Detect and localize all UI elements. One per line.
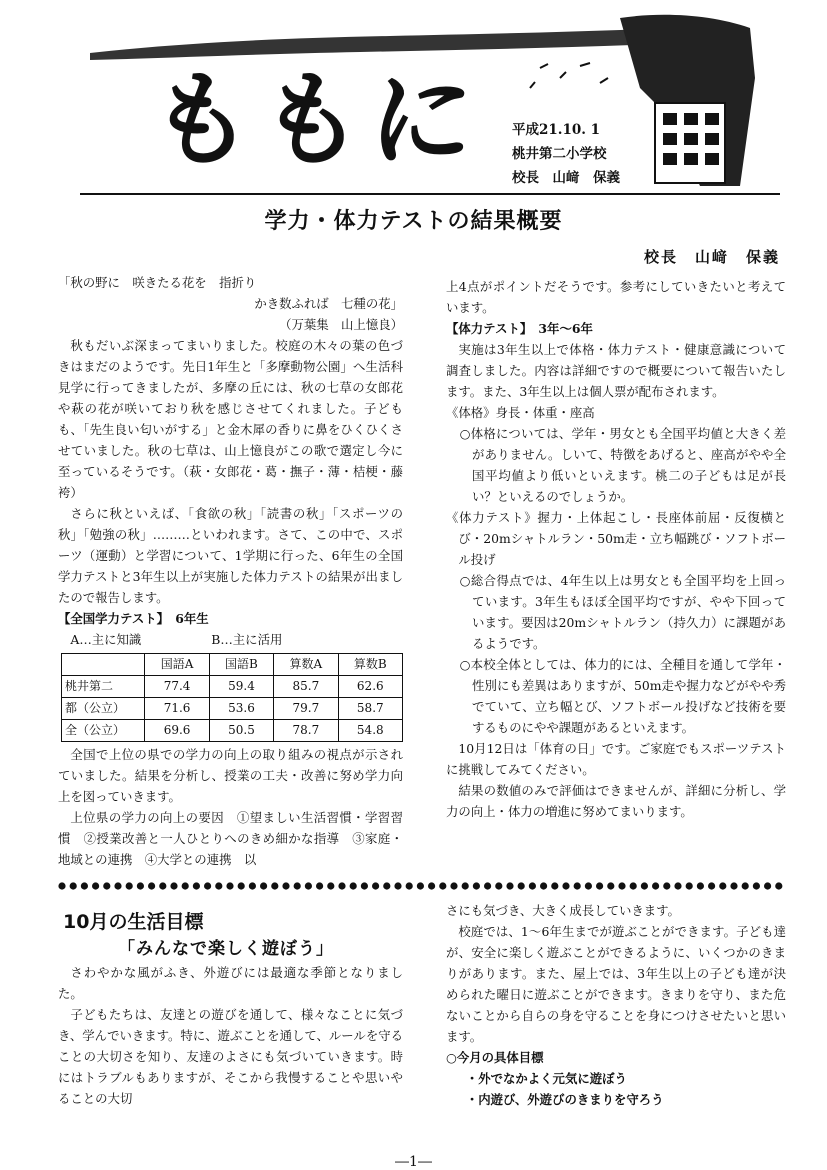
separator-dot xyxy=(406,882,413,889)
separator-dot xyxy=(126,882,133,889)
row-label: 都（公立） xyxy=(62,698,145,720)
separator-dot xyxy=(596,882,603,889)
paragraph: さにも気づき、大きく成長していきます。 xyxy=(446,903,680,918)
dotted-separator xyxy=(58,881,788,891)
separator-dot xyxy=(361,882,368,889)
table-cell: 85.7 xyxy=(274,676,338,698)
separator-dot xyxy=(574,882,581,889)
separator-dot xyxy=(585,882,592,889)
separator-dot xyxy=(215,882,222,889)
separator-dot xyxy=(103,882,110,889)
separator-dot xyxy=(495,882,502,889)
paragraph: 全国で上位の県での学力の向上の取り組みの視点が示されていました。結果を分析し、授業の工夫・改善に努め学力向上を図っていきます。 xyxy=(58,747,403,804)
legend-a: A…主に知識 xyxy=(70,632,142,647)
separator-dot xyxy=(294,882,301,889)
goal-heading: ○今月の具体目標 xyxy=(446,1050,544,1065)
separator-dot xyxy=(630,882,637,889)
separator-dot xyxy=(473,882,480,889)
separator-dot xyxy=(92,882,99,889)
left-column xyxy=(58,272,403,870)
row-label: 全（公立） xyxy=(62,720,145,742)
masthead-info xyxy=(512,118,620,190)
section2-title: 10月の生活目標 xyxy=(63,911,204,933)
table-header-row xyxy=(62,654,403,676)
legend-b: B…主に活用 xyxy=(211,632,283,647)
separator-dot xyxy=(81,882,88,889)
masthead-rule xyxy=(80,193,780,195)
note: ○本校全体としては、体力的には、全種目を通して学年・性別にも差異はありますが、50m走や握力などがやや秀でていて、立ち幅とび、ソフトボール投げなど技術を要するものにやや課題があるといえます。 xyxy=(459,657,786,735)
row-label: 桃井第二 xyxy=(62,676,145,698)
separator-dot xyxy=(641,882,648,889)
separator-dot xyxy=(193,882,200,889)
table-header: 国語B xyxy=(209,654,273,676)
separator-dot xyxy=(607,882,614,889)
paragraph: 子どもたちは、友達との遊びを通して、様々なことに気づき、学んでいきます。特に、遊ぶことを通して、ルールを守ることの大切さを知り、友達のよさにも気づいていきます。時にはトラブルもありますが、そこから我慢することや思いやることの大切 xyxy=(58,1007,403,1106)
separator-dot xyxy=(148,882,155,889)
paragraph: 実施は3年生以上で体格・体力テスト・健康意識について調査しました。内容は詳細ですので概要について報告いたします。また、3年生以上は個人票が配布されます。 xyxy=(446,342,786,399)
table-row xyxy=(62,676,403,698)
separator-dot xyxy=(182,882,189,889)
section2-right-column xyxy=(446,900,786,1110)
issue-date: 平成21.10. 1 xyxy=(512,122,601,138)
table-header: 算数A xyxy=(274,654,338,676)
table-cell: 58.7 xyxy=(338,698,402,720)
separator-dot xyxy=(383,882,390,889)
table-cell: 69.6 xyxy=(145,720,209,742)
paragraph: 10月12日は「体育の日」です。ご家庭でもスポーツテストに挑戦してみてください。 xyxy=(446,741,786,777)
separator-dot xyxy=(316,882,323,889)
table-header: 算数B xyxy=(338,654,402,676)
separator-dot xyxy=(238,882,245,889)
separator-dot xyxy=(753,882,760,889)
separator-dot xyxy=(338,882,345,889)
separator-dot xyxy=(663,882,670,889)
separator-dot xyxy=(730,882,737,889)
table-row xyxy=(62,720,403,742)
table-cell: 71.6 xyxy=(145,698,209,720)
newsletter-title: ももに xyxy=(143,58,487,181)
separator-dot xyxy=(652,882,659,889)
poem-source: （万葉集 山上憶良） xyxy=(279,317,403,332)
score-table xyxy=(61,653,403,742)
article-headline: 学力・体力テストの結果概要 xyxy=(264,209,563,234)
principal-name: 校長 山﨑 保義 xyxy=(512,170,620,186)
note: ○体格については、学年・男女とも全国平均値と大きく差がありません。しいて、特徴をあげると、座高がやや全国平均値より低いといえます。桃二の子どもは足が長い？といえるのでしょうか。 xyxy=(459,426,786,504)
separator-dot xyxy=(518,882,525,889)
table-cell: 50.5 xyxy=(209,720,273,742)
table-header xyxy=(62,654,145,676)
separator-dot xyxy=(350,882,357,889)
taikaku-label: 《体格》身長・体重・座高 xyxy=(446,405,595,420)
table-cell: 59.4 xyxy=(209,676,273,698)
section2-subtitle: 「みんなで楽しく遊ぼう」 xyxy=(118,939,334,959)
separator-dot xyxy=(394,882,401,889)
table-cell: 54.8 xyxy=(338,720,402,742)
table-cell: 62.6 xyxy=(338,676,402,698)
separator-dot xyxy=(58,882,65,889)
separator-dot xyxy=(137,882,144,889)
separator-dot xyxy=(204,882,211,889)
paragraph: 上位県の学力の向上の要因 ①望ましい生活習慣・学習習慣 ②授業改善と一人ひとりへのきめ細かな指導 ③家庭・地域との連携 ④大学との連携 以 xyxy=(58,810,403,867)
page-number: ―1― xyxy=(395,1154,432,1170)
separator-dot xyxy=(417,882,424,889)
goal-item: ・外でなかよく元気に遊ぼう xyxy=(465,1071,627,1086)
separator-dot xyxy=(260,882,267,889)
test-label: 《体力テスト》握力・上体起こし・長座体前屈・反復横とび・20mシャトルラン・50m走・立ち幅跳び・ソフトボール投げ xyxy=(446,510,786,567)
note: ○総合得点では、4年生以上は男女とも全国平均を上回っています。3年生もほぼ全国平均ですが、やや下回っています。要因は20mシャトルラン（持久力）に課題があるようです。 xyxy=(459,573,786,651)
table-cell: 77.4 xyxy=(145,676,209,698)
separator-dot xyxy=(282,882,289,889)
separator-dot xyxy=(114,882,121,889)
separator-dot xyxy=(70,882,77,889)
separator-dot xyxy=(170,882,177,889)
table-cell: 53.6 xyxy=(209,698,273,720)
paragraph: 秋もだいぶ深まってまいりました。校庭の木々の葉の色づきはまだのようです。先日1年生と「多摩動物公園」へ生活科見学に行ってきましたが、多摩の丘には、秋の七草の女郎花や萩の花が咲いており秋を感じさせてくれました。子どもも、「先生良い匂いがする」と金木犀の香りに鼻をひくひくさせていました。秋の七草は、山上憶良がこの歌で選定し今に至っているそうです。（萩・女郎花・葛・撫子・薄・桔梗・藤袴） xyxy=(58,338,403,500)
separator-dot xyxy=(462,882,469,889)
separator-dot xyxy=(529,882,536,889)
separator-dot xyxy=(719,882,726,889)
school-name: 桃井第二小学校 xyxy=(512,146,607,162)
separator-dot xyxy=(618,882,625,889)
section-heading-gakuryoku: 【全国学力テスト】 6年生 xyxy=(58,611,209,626)
separator-dot xyxy=(305,882,312,889)
separator-dot xyxy=(562,882,569,889)
table-row xyxy=(62,698,403,720)
paragraph: さわやかな風がふき、外遊びには最適な季節となりました。 xyxy=(58,965,403,1001)
separator-dot xyxy=(551,882,558,889)
separator-dot xyxy=(428,882,435,889)
separator-dot xyxy=(484,882,491,889)
table-legend xyxy=(58,629,403,650)
separator-dot xyxy=(226,882,233,889)
separator-dot xyxy=(327,882,334,889)
paragraph: 上4点がポイントだそうです。参考にしていきたいと考えています。 xyxy=(446,279,786,315)
separator-dot xyxy=(742,882,749,889)
separator-dot xyxy=(159,882,166,889)
separator-dot xyxy=(697,882,704,889)
table-cell: 79.7 xyxy=(274,698,338,720)
article-byline: 校長 山﨑 保義 xyxy=(643,248,780,266)
poem-line: かき数ふれば 七種の花」 xyxy=(254,296,403,311)
separator-dot xyxy=(271,882,278,889)
section-heading-tairyoku: 【体力テスト】 3年～6年 xyxy=(446,321,593,336)
separator-dot xyxy=(439,882,446,889)
paragraph: さらに秋といえば、「食欲の秋」「読書の秋」「スポーツの秋」「勉強の秋」………といわれます。さて、この中で、スポーツ（運動）と学習について、1学期に行った、6年生の全国学力テストと3年生以上が実施した体力テストの結果が出ましたので報告します。 xyxy=(58,506,403,605)
separator-dot xyxy=(674,882,681,889)
separator-dot xyxy=(764,882,771,889)
right-column xyxy=(446,276,786,822)
paragraph: 結果の数値のみで評価はできませんが、詳細に分析し、学力の向上・体力の増進に努めてまいります。 xyxy=(446,783,786,819)
separator-dot xyxy=(775,882,782,889)
separator-dot xyxy=(372,882,379,889)
separator-dot xyxy=(506,882,513,889)
table-header: 国語A xyxy=(145,654,209,676)
separator-dot xyxy=(686,882,693,889)
separator-dot xyxy=(708,882,715,889)
poem-line: 「秋の野に 咲きたる花を 指折り xyxy=(58,275,257,290)
separator-dot xyxy=(540,882,547,889)
section2-left-column xyxy=(58,962,403,1109)
table-cell: 78.7 xyxy=(274,720,338,742)
separator-dot xyxy=(450,882,457,889)
separator-dot xyxy=(249,882,256,889)
paragraph: 校庭では、1～6年生までが遊ぶことができます。子ども達が、安全に楽しく遊ぶことができるように、いくつかのきまりがあります。また、屋上では、3年生以上の子ども達が決められた曜日に遊ぶことができます。きまりを守り、また危ないことから自らの身を守ることを身につけさせたいと思います。 xyxy=(446,924,786,1044)
goal-item: ・内遊び、外遊びのきまりを守ろう xyxy=(465,1092,664,1107)
